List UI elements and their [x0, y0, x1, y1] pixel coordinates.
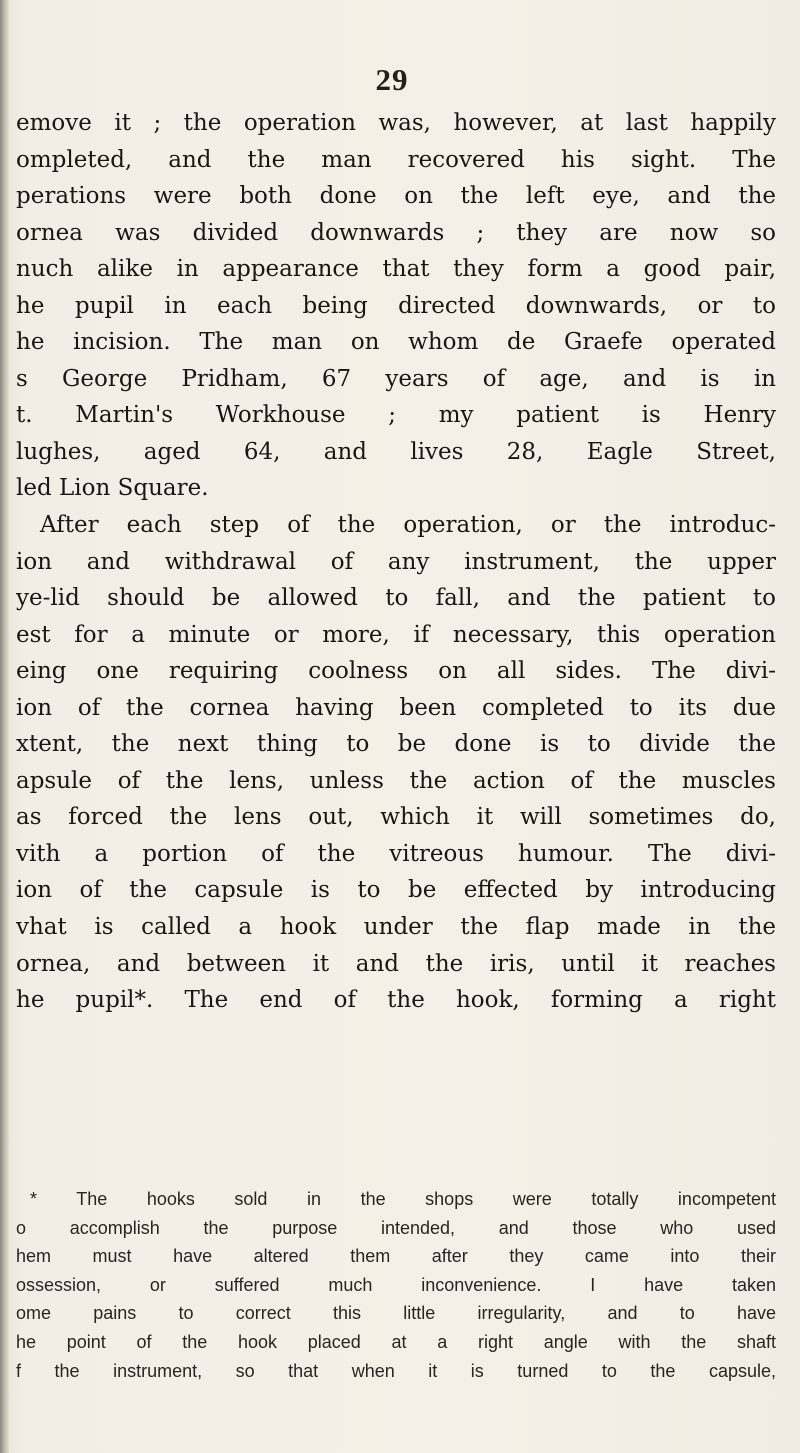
body-line: emove it ; the operation was, however, at last happily [16, 110, 776, 136]
body-line: eing one requiring coolness on all sides. The divi- [16, 658, 776, 685]
page-number: 29 [375, 62, 409, 97]
body-line: t. Martin's Workhouse ; my patient is Henry [16, 402, 776, 429]
body-line: ion of the capsule is to be effected by introducing [16, 877, 776, 904]
body-line: led Lion Square. [16, 475, 209, 502]
body-line: ornea was divided downwards ; they are now so [16, 219, 776, 246]
body-line: vhat is called a hook under the flap made in the [16, 914, 776, 941]
body-line: nuch alike in appearance that they form a good pair, [16, 256, 776, 283]
footnote-line: f the instrument, so that when it is turned to the capsule, [16, 1360, 776, 1381]
footnote-line: * The hooks sold in the shops were totally incompetent [30, 1189, 776, 1209]
footnote [16, 1185, 776, 1385]
body-line: ompleted, and the man recovered his sight. The [16, 146, 776, 173]
body-line: ion of the cornea having been completed to its due [16, 694, 776, 721]
body-line: apsule of the lens, unless the action of the muscles [16, 767, 776, 794]
body-text [16, 105, 776, 1019]
body-line: as forced the lens out, which it will sometimes do, [16, 804, 776, 831]
footnote-line: o accomplish the purpose intended, and those who used [16, 1217, 776, 1238]
body-line: vith a portion of the vitreous humour. The divi- [16, 840, 776, 867]
footnote-line: he point of the hook placed at a right angle with the shaft [16, 1331, 776, 1352]
body-line: perations were both done on the left eye, and the [16, 183, 776, 210]
body-line: he pupil in each being directed downwards, or to [16, 292, 776, 319]
body-line: lughes, aged 64, and lives 28, Eagle Street, [16, 438, 776, 465]
body-line: ye-lid should be allowed to fall, and the patient to [16, 585, 776, 612]
page-gutter-shadow [0, 0, 9, 1453]
body-line: ion and withdrawal of any instrument, the upper [16, 548, 776, 575]
footnote-line: ossession, or suffered much inconvenience. I have taken [16, 1274, 776, 1295]
body-line: s George Pridham, 67 years of age, and is in [16, 365, 776, 392]
body-line: ornea, and between it and the iris, until it reaches [16, 950, 776, 977]
body-line: he incision. The man on whom de Graefe operated [16, 329, 776, 356]
body-line: he pupil*. The end of the hook, forming a right [16, 987, 776, 1014]
body-line: xtent, the next thing to be done is to divide the [16, 731, 776, 758]
body-line: After each step of the operation, or the introduc- [40, 512, 776, 539]
footnote-line: hem must have altered them after they came into their [16, 1246, 776, 1267]
body-line: est for a minute or more, if necessary, this operation [16, 621, 776, 648]
footnote-line: ome pains to correct this little irregularity, and to have [16, 1303, 776, 1324]
